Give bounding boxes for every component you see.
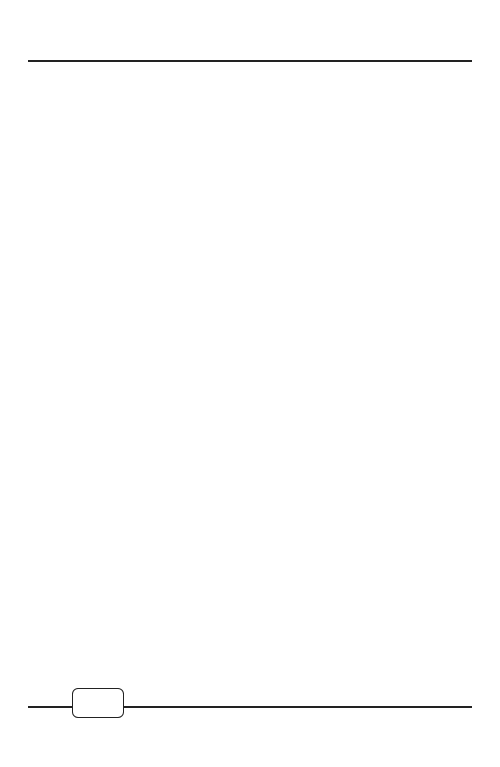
top-rule xyxy=(28,60,472,62)
page-number xyxy=(72,688,124,718)
